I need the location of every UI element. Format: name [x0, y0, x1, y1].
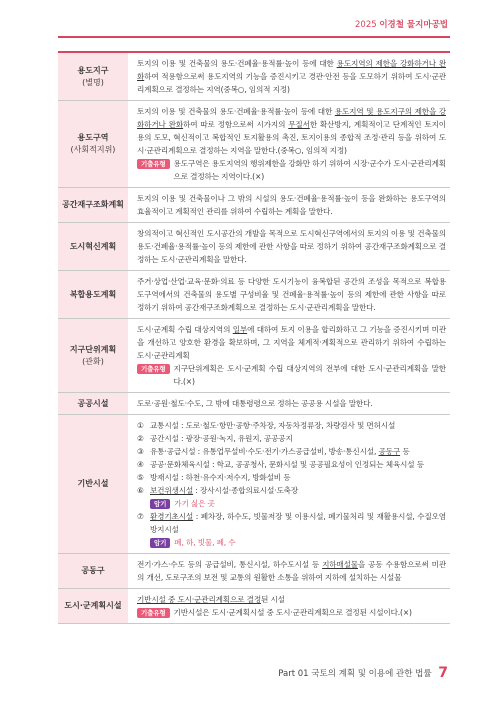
memo-note [137, 536, 446, 549]
term-title: 공간재구조화계획 [62, 200, 124, 209]
item-text [150, 484, 298, 497]
exam-type-badge: 기출유형 [137, 159, 170, 169]
text-run: 도시·군계획 수립 대상지역의 [137, 325, 233, 334]
text-run: 전기·가스·수도 등의 공급설비, 통신시설, 하수도시설 등 [137, 560, 323, 569]
item-number: ③ [137, 447, 144, 456]
definition-cell [128, 554, 450, 589]
definition-text [137, 275, 446, 314]
facility-item [137, 432, 446, 445]
memo-text: 가기 싫은 곳 [174, 499, 215, 508]
exam-tip [137, 157, 446, 183]
text-run: : 폐차장, 하수도, 빗물저장 및 이용시설, 폐기물처리 및 재활용시설, 수질오염방지시설 [150, 512, 446, 534]
text-run: 보건위생시설 [150, 486, 194, 495]
memo-note [137, 497, 446, 510]
term-cell [58, 554, 128, 589]
text-run: 하여 따로 정함으로써 시가지의 [183, 120, 289, 129]
definition-row [58, 271, 450, 319]
item-text [150, 419, 395, 432]
term-subtitle: (사회적지위) [70, 145, 116, 154]
text-run: 교통시설 : 도로·철도·항만·공항·주차장, 자동차정류장, 차량검사 및 면허시설 [150, 421, 396, 430]
definition-cell [128, 589, 450, 624]
text-run: 한 확산방지, 계획적이고 단계적인 토지이용의 도모, 혁신적이고 복합적인 토지활용의 촉진, 토지이용의 종합적 조정·관리 등을 위하여 도시·군관리계획으로 결정하는 지역을 말한다.(중복○, 임의적 지정) [137, 120, 446, 155]
text-run: 지하매설물 [322, 560, 358, 569]
text-run: : 장사시설·종합의료시설·도축장 [193, 486, 298, 495]
facility-item [137, 471, 446, 484]
text-run: 무질서 [288, 120, 310, 129]
definition-text [137, 323, 446, 362]
definition-row [58, 101, 450, 188]
footer-chapter: 국토의 계획 및 이용에 관한 법률 [311, 669, 432, 679]
item-number: ⑦ [137, 512, 144, 521]
item-text [150, 471, 290, 484]
term-cell [58, 415, 128, 554]
term-title: 복합용도계획 [69, 289, 117, 299]
text-run: 등 [400, 447, 410, 456]
text-run: 방재시설 : 하천·유수지·저수지, 방화설비 등 [150, 473, 291, 482]
exam-tip-text: 용도구역은 용도지역의 행위제한을 강화만 하기 위하여 시장·군수가 도시·군관리계획으로 결정하는 지역이다.(×) [173, 159, 446, 181]
definition-cell [128, 393, 450, 415]
text-run: 용도지역의 제한을 강화하거나 완화 [137, 59, 446, 81]
term-subtitle: (관화) [82, 356, 104, 366]
memo-badge: 암기 [150, 499, 170, 509]
definition-text [137, 105, 446, 157]
exam-tip [137, 362, 446, 388]
term-cell [58, 188, 128, 223]
text-run: 유통·공급시설 : 유통업무설비·수도·전기·가스공급설비, 방송·통신시설, [150, 447, 379, 456]
header-book-title: 이경철 물지마공법 [379, 20, 448, 30]
exam-type-badge: 기출유형 [137, 608, 170, 618]
text-run: 토지의 이용 및 건축물이나 그 밖의 시설의 용도·건폐율·용적률·높이 등을 완화하는 용도구역의 효율적이고 계획적인 관리를 위하여 수립하는 계획을 말한다. [137, 194, 446, 216]
definition-row [58, 223, 450, 271]
item-text [150, 445, 410, 458]
definition-text [137, 192, 446, 218]
term-cell [58, 319, 128, 393]
text-run: 을 공동 수용함으로써 미관의 개선, 도로구조의 보전 및 교통의 원활한 소통을 위하여 지하에 설치하는 시설물 [137, 560, 446, 582]
definition-text [137, 397, 446, 410]
term-title: 공동구 [81, 566, 105, 575]
definition-row [58, 415, 450, 554]
exam-type-badge: 기출유형 [137, 364, 170, 374]
memo-badge: 암기 [150, 538, 170, 548]
facility-item [137, 510, 446, 536]
definition-cell [128, 53, 450, 101]
text-run: 환경기초시설 [150, 512, 194, 521]
exam-tip [137, 606, 446, 619]
item-number: ④ [137, 460, 144, 469]
definition-row [58, 53, 450, 101]
definition-text [137, 57, 446, 96]
facility-item [137, 484, 446, 497]
header-year: 2025 [355, 20, 377, 30]
text-run: 된 시설 [261, 595, 285, 604]
term-cell [58, 589, 128, 624]
facility-item [137, 419, 446, 432]
item-number: ① [137, 421, 144, 430]
text-run: 토지의 이용 및 건축물의 용도·건폐율·용적률·높이 등에 대한 [137, 107, 335, 116]
term-title: 용도지구 [77, 65, 109, 75]
exam-tip-text: 지구단위계획은 도시·군계획 수립 대상지역의 전부에 대한 도시·군관리계획을 말한다.(×) [173, 364, 446, 386]
exam-tip-text: 기반시설은 도시·군계획시설 중 도시·군관리계획으로 결정된 시설이다.(×) [173, 608, 412, 617]
term-cell [58, 271, 128, 319]
text-run: 공공·문화체육시설 : 학교, 공공청사, 문화시설 및 공공필요성이 인정되는 체육시설 등 [150, 460, 424, 469]
definition-text [137, 558, 446, 584]
item-number: ⑥ [137, 486, 144, 495]
definition-cell [128, 319, 450, 393]
text-run: 공간시설 : 광장·공원·녹지, 유원지, 공공공지 [150, 434, 293, 443]
text-run: 창의적이고 혁신적인 도시공간의 개발을 목적으로 도시혁신구역에서의 토지의 이용 및 건축물의 용도·건폐율·용적률·높이 등의 제한에 관한 사항을 따로 정하기 위하여 공간재구조화계획으로 결정하는 도시·군관리계획을 말한다. [137, 229, 446, 264]
item-number: ⑤ [137, 473, 144, 482]
definitions-table [58, 53, 450, 624]
term-subtitle: (별명) [82, 77, 104, 87]
memo-text: 폐, 하, 빗물, 폐, 수 [174, 538, 236, 547]
definition-cell [128, 415, 450, 554]
term-cell [58, 393, 128, 415]
footer-part: Part 01 [278, 669, 309, 679]
definition-row [58, 554, 450, 589]
text-run: 기반시설 중 도시·군관리계획으로 결정 [137, 595, 262, 604]
text-run: 에 대하여 토지 이용을 합리화하고 그 기능을 증진시키며 미관을 개선하고 양호한 환경을 확보하며, 그 지역을 체계적·계획적으로 관리하기 위하여 수립하는 도시·군관리계획 [137, 325, 446, 360]
item-text [150, 458, 424, 471]
header-rule [58, 36, 450, 38]
text-run: 공동구 [378, 447, 401, 456]
definition-cell [128, 223, 450, 271]
term-title: 도시혁신계획 [69, 241, 117, 251]
term-cell [58, 101, 128, 188]
page-footer [278, 665, 448, 681]
term-title: 도시·군계획시설 [64, 601, 122, 610]
definition-cell [128, 101, 450, 188]
term-title: 지구단위계획 [69, 344, 117, 354]
definition-text [137, 593, 446, 606]
item-number: ② [137, 434, 144, 443]
term-cell [58, 223, 128, 271]
definition-text [137, 227, 446, 266]
facility-item [137, 458, 446, 471]
page-number: 7 [438, 665, 448, 681]
item-text [150, 432, 293, 445]
definition-row [58, 319, 450, 393]
text-run: 일부 [232, 325, 248, 334]
text-run: 하여 적용함으로써 용도지역의 기능을 증진시키고 경관·안전 등을 도모하기 위하여 도시·군관리계획으로 결정하는 지역(중복○, 임의적 지정) [137, 72, 446, 94]
definition-row [58, 589, 450, 624]
text-run: 토지의 이용 및 건축물의 용도·건폐율·용적률·높이 등에 대한 [137, 59, 337, 68]
term-cell [58, 53, 128, 101]
term-title: 기반시설 [77, 479, 109, 488]
definition-cell [128, 188, 450, 223]
facility-item [137, 445, 446, 458]
item-text [150, 510, 446, 536]
definition-row [58, 188, 450, 223]
running-header [355, 18, 448, 30]
term-title: 공공시설 [77, 398, 109, 408]
text-run: 주거·상업·산업·교육·문화·의료 등 다양한 도시기능이 융복합된 공간의 조성을 목적으로 복합용도구역에서의 건축물의 용도별 구성비율 및 건폐율·용적률·높이 등의 제한에 관한 사항을 따로 정하기 위하여 공간재구조화계획으로 결정하는 도시·군관리계획을 말한다. [137, 277, 446, 312]
text-run: 용도지역 및 용도지구의 제한을 강화하거나 완화 [137, 107, 446, 129]
term-title: 용도구역 [77, 133, 109, 142]
definition-cell [128, 271, 450, 319]
definition-row [58, 393, 450, 415]
text-run: 도로·공원·철도·수도, 그 밖에 대통령령으로 정하는 공공용 시설을 말한다. [137, 399, 373, 408]
